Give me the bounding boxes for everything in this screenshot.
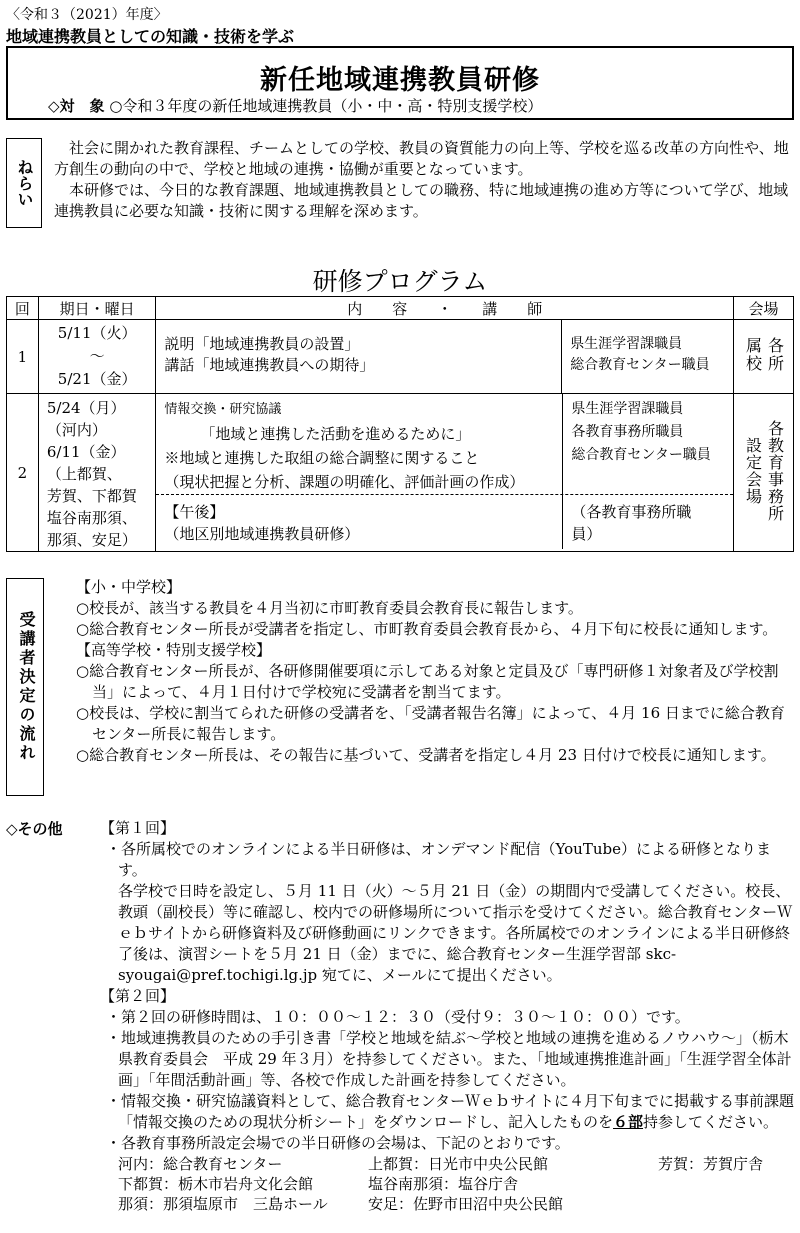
- flow-text: [76, 577, 796, 766]
- lecturer-line: 総合教育センター職員: [570, 357, 710, 373]
- bullet-item: ・各所属校でのオンラインによる半日研修は、オンデマンド配信（YouTube）による研修となります。: [106, 840, 771, 879]
- row-date: [38, 394, 156, 552]
- afternoon-block: [156, 495, 733, 549]
- title-box: [6, 46, 794, 120]
- other-label: ◇その他: [6, 820, 63, 838]
- flow-item: ○総合教育センター所長が受講者を指定し、市町教育委員会教育長から、４月下旬に校長に通知します。: [76, 620, 778, 638]
- lecturer-line: 各教育事務所職員: [571, 424, 684, 440]
- row-content-combined: [156, 394, 734, 552]
- flow-item: ○校長が、該当する教員を４月当初に市町教育委員会教育長に報告します。: [76, 599, 583, 617]
- date-line: 塩谷南那須、: [46, 509, 137, 527]
- col-header-date: 期日・曜日: [38, 297, 156, 320]
- venue-text: 各所属校: [743, 336, 785, 373]
- flow-heading: 【高等学校・特別支援学校】: [76, 641, 272, 659]
- date-line: 5/11（火）: [57, 324, 137, 342]
- table-row: [7, 320, 794, 394]
- section-heading: 【第１回】: [100, 819, 176, 837]
- flow-heading: 【小・中学校】: [76, 578, 182, 596]
- pm-lecturer: [562, 495, 733, 549]
- venue-item: 那須：那須塩原市 三島ホール: [118, 1195, 328, 1213]
- venue-item: 芳賀：芳賀庁舎: [658, 1155, 764, 1173]
- program-table: [6, 296, 794, 552]
- emphasis-text: ６部: [613, 1113, 644, 1131]
- content-line: 「地域と連携した活動を進めるために」: [200, 425, 471, 443]
- venue-item: 上都賀：日光市中央公民館: [368, 1155, 549, 1173]
- date-line: 那須、安足）: [46, 531, 137, 549]
- lecturer-line: 県生涯学習課職員: [571, 401, 684, 417]
- date-line: 〜: [89, 347, 105, 365]
- flow-item: ○総合教育センター所長が、各研修開催要項に示してある対象と定員及び「専門研修１対象者及び学校割当」によって、４月１日付けで学校宛に受講者を割当てます。: [76, 662, 779, 701]
- bullet-item: [100, 1091, 796, 1133]
- col-header-venue: 会場: [734, 297, 794, 320]
- bullet-continuation: 各学校で日時を設定し、５月 11 日（火）〜５月 21 日（金）の期間内で受講してください。校長、教頭（副校長）等に確認し、校内での研修場所について指示を受けてください。総合教育センターＷｅｂサイトから研修資料及び研修動画にリンクできます。各所属校でのオンラインによる半日研修終了後は、演習シートを５月 21 日（金）までに、総合教育センター生涯学習部 skc-syougai@pref.tochigi.lg.jp 宛てに、メールにて提出ください。: [118, 882, 793, 984]
- bullet-item: ・地域連携教員のための手引き書「学校と地域を結ぶ〜学校と地域の連携を進めるノウハウ〜」（栃木県教育委員会 平成 29 年３月）を持参してください。また、「地域連携推進計画」「生涯学習全体計画」「年間活動計画」等、各校で作成した計画を持参してください。: [106, 1029, 792, 1089]
- flow-label: 受講者決定の流れ: [6, 578, 44, 796]
- aims-text: [54, 138, 794, 222]
- venue-item: 塩谷南那須：塩谷庁舎: [368, 1175, 519, 1193]
- date-line: 5/21（金）: [57, 370, 137, 388]
- date-line: 芳賀、下都賀: [46, 487, 137, 505]
- target-label: ◇対 象: [48, 97, 105, 115]
- section-heading: 【第２回】: [100, 987, 176, 1005]
- content-line: （現状把握と分析、課題の明確化、評価計画の作成）: [164, 473, 525, 491]
- fiscal-year: 〈令和３（2021）年度〉: [6, 7, 168, 23]
- table-header-row: [7, 297, 794, 320]
- venue-item: 下都賀：栃木市岩舟文化会館: [118, 1175, 314, 1193]
- flow-item: ○校長は、学校に割当てられた研修の受講者を、「受講者報告名簿」によって、４月 16 日までに総合教育センター所長に報告します。: [76, 704, 785, 743]
- row-content: [156, 394, 562, 494]
- aims-paragraph: 本研修では、今日的な教育課題、地域連携教員としての職務、特に地域連携の進め方等について学び、地域連携教員に必要な知識・技術に関する理解を深めます。: [54, 181, 789, 220]
- target-text: ○令和３年度の新任地域連携教員（小・中・高・特別支援学校）: [109, 97, 543, 115]
- venue-list: [118, 1154, 763, 1214]
- pm-lecturer-text: （各教育事務所職員）: [571, 503, 692, 543]
- lecturer-line: 総合教育センター職員: [571, 447, 711, 463]
- aims-paragraph: 社会に開かれた教育課程、チームとしての学校、教員の資質能力の向上等、学校を巡る改革の方向性や、地方創生の動向の中で、学校と地域の連携・協働が重要となっています。: [54, 139, 789, 178]
- date-line: （河内）: [46, 421, 107, 439]
- venue-text: 各教育事務所設定会場: [743, 419, 785, 522]
- content-line: 情報交換・研究協議: [164, 402, 282, 417]
- bullet-item: ・各教育事務所設定会場での半日研修の会場は、下記のとおりです。: [106, 1134, 570, 1152]
- venue-item: 安足：佐野市田沼中央公民館: [368, 1195, 564, 1213]
- content-line: 説明「地域連携教員の設置」: [164, 335, 360, 353]
- pm-line: （地区別地域連携教員研修）: [164, 525, 360, 543]
- page-title: 新任地域連携教員研修: [260, 65, 540, 96]
- date-line: 5/24（月）: [46, 399, 126, 417]
- row-venue: [734, 320, 794, 394]
- bullet-text: 持参してください。: [643, 1113, 779, 1131]
- col-header-content: 内 容 ・ 講 師: [156, 297, 734, 320]
- row-date: [38, 320, 156, 394]
- venue-item: [658, 1174, 763, 1194]
- row-lecturer: [562, 394, 733, 494]
- flow-item: ○総合教育センター所長は、その報告に基づいて、受講者を指定し４月 23 日付けで校長に通知します。: [76, 746, 776, 764]
- venue-item: 河内：総合教育センター: [118, 1155, 283, 1173]
- row-no: 1: [7, 320, 39, 394]
- subtitle: 地域連携教員としての知識・技術を学ぶ: [6, 27, 295, 46]
- pm-line: 【午後】: [164, 503, 225, 521]
- pm-content: [156, 495, 562, 549]
- venue-item: [658, 1194, 763, 1214]
- program-title: 研修プログラム: [312, 267, 488, 296]
- morning-block: [156, 394, 733, 495]
- content-line: 講話「地域連携教員への期待」: [164, 356, 375, 374]
- bullet-item: ・第２回の研修時間は、１０：００〜１２：３０（受付９：３０〜１０：００）です。: [106, 1008, 690, 1026]
- lecturer-line: 県生涯学習課職員: [570, 336, 683, 352]
- row-venue: [734, 394, 794, 552]
- target-line: [48, 95, 542, 116]
- date-line: （上都賀、: [46, 465, 122, 483]
- content-line: ※地域と連携した取組の総合調整に関すること: [164, 449, 480, 467]
- row-no: 2: [7, 394, 39, 552]
- date-line: 6/11（金）: [46, 443, 126, 461]
- col-header-no: 回: [7, 297, 39, 320]
- table-row: [7, 394, 794, 552]
- aims-label: ねらい: [6, 138, 42, 228]
- row-content: [156, 320, 562, 394]
- bullet-text: ・情報交換・研究協議資料として、総合教育センターＷｅｂサイトに４月下旬までに掲載する事前課題「情報交換のための現状分析シート」をダウンロードし、記入したものを: [106, 1092, 795, 1131]
- other-text: [100, 818, 796, 1214]
- row-lecturer: [562, 320, 734, 394]
